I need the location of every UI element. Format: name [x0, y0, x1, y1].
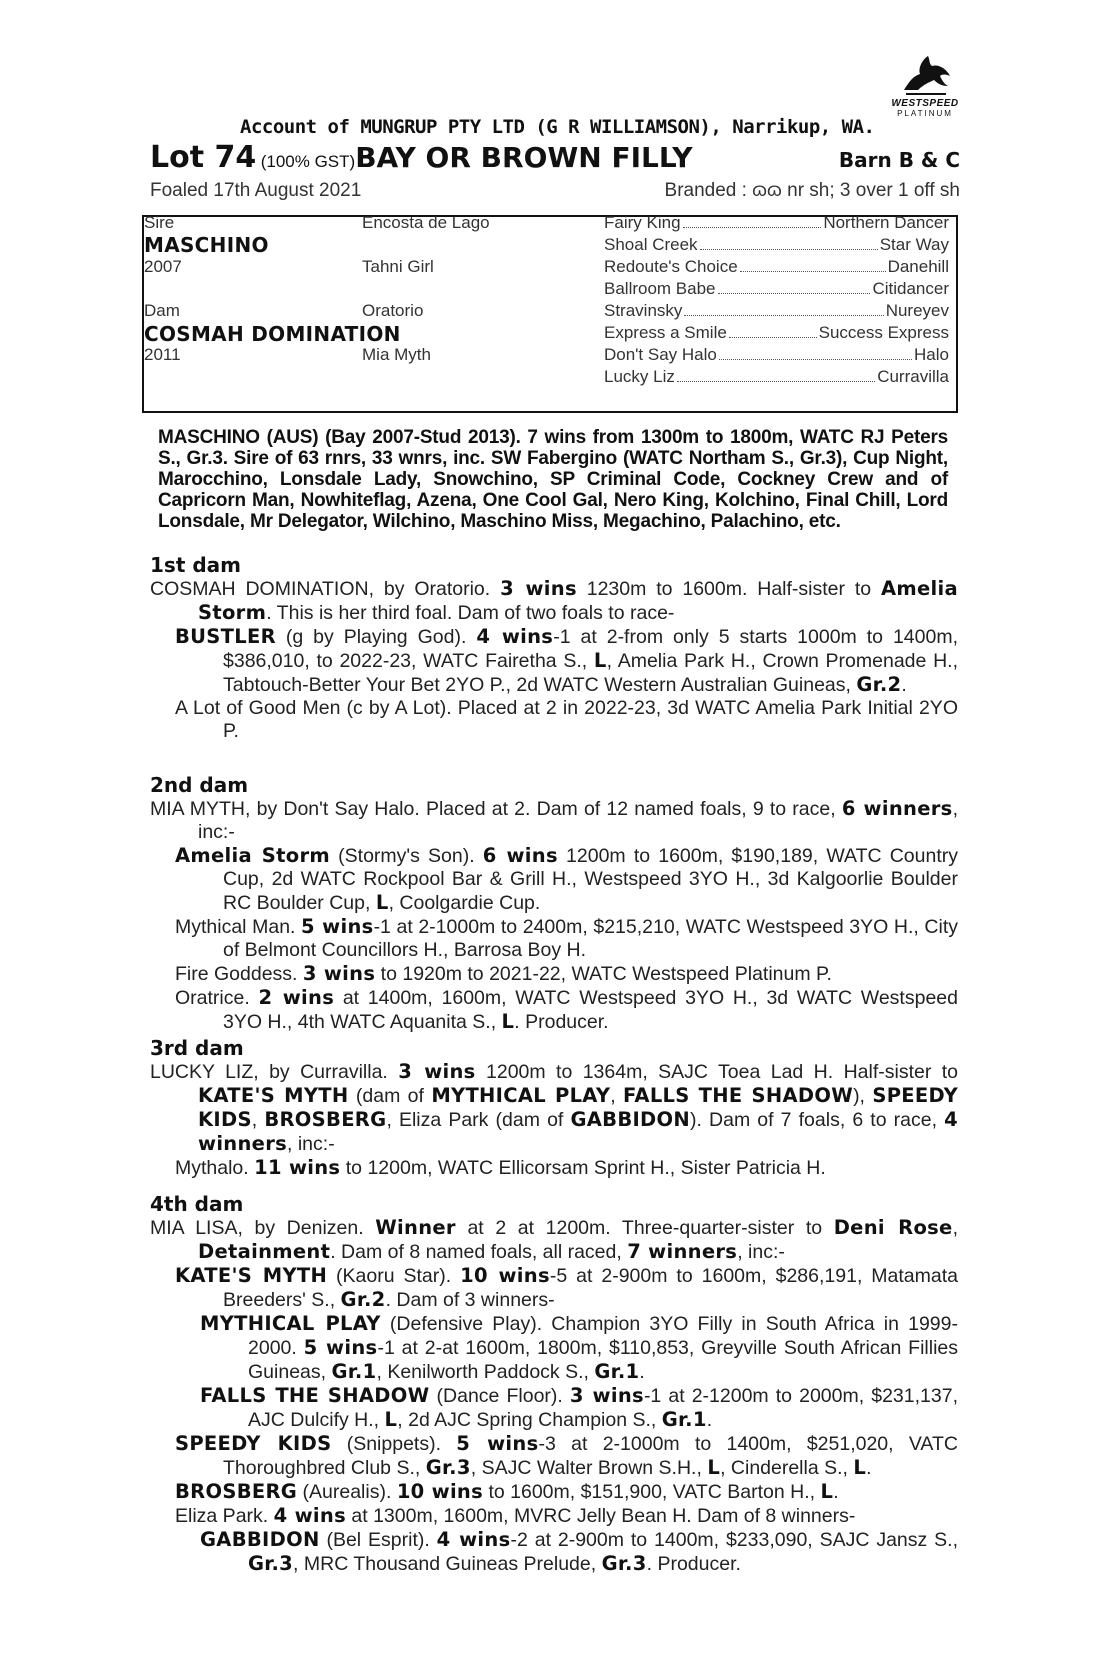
sire-year: 2007 [144, 257, 182, 276]
lot-line [150, 140, 960, 180]
lot-description: BAY OR BROWN FILLY [355, 141, 693, 174]
pedigree-row: Ballroom Babe Citidancer [604, 279, 949, 298]
pedigree-table [142, 215, 958, 413]
section-heading: 4th dam [150, 1192, 244, 1216]
pedigree-row: Redoute's Choice Danehill [604, 257, 949, 276]
lot-number: Lot 74 [150, 140, 257, 175]
progeny-paragraph: A Lot of Good Men (c by A Lot). Placed at 2 in 2022-23, 3d WATC Amelia Park Initial 2YO P. [175, 697, 958, 742]
progeny-paragraph: Mythical Man. 5 wins-1 at 2-1000m to 2400m, $215,210, WATC Westspeed 3YO H., City of Belmont Councillors H., Barrosa Boy H. [175, 915, 958, 961]
dam-paragraph: LUCKY LIZ, by Curravilla. 3 wins 1200m to 1364m, SAJC Toea Lad H. Half-sister to KATE'S MYTH (dam of MYTHICAL PLAY, FALLS THE SHADOW), SPEEDY KIDS, BROSBERG, Eliza Park (dam of GABBIDON). Dam of 7 foals, 6 to race, 4 winners, inc:- [150, 1060, 959, 1155]
brand-marks: Branded : ɷɷ nr sh; 3 over 1 off sh [664, 180, 960, 201]
progeny-paragraph: Amelia Storm (Stormy's Son). 6 wins 1200m to 1600m, $190,189, WATC Country Cup, 2d WATC Rockpool Bar & Grill H., Westspeed 3YO H., 3d Kalgoorlie Boulder RC Boulder Cup, L, Coolgardie Cup. [175, 844, 959, 914]
logo-sub: PLATINUM [897, 109, 953, 118]
second-dam-section [150, 773, 958, 1034]
dam-paragraph: MIA LISA, by Denizen. Winner at 2 at 1200m. Three-quarter-sister to Deni Rose, Detainment. Dam of 8 named foals, all raced, 7 winners, inc:- [150, 1216, 959, 1263]
pedigree-row: Express a Smile Success Express [604, 323, 949, 342]
progeny-paragraph: KATE'S MYTH (Kaoru Star). 10 wins-5 at 2-900m to 1600m, $286,191, Matamata Breeders' S., Gr.2. Dam of 3 winners- [175, 1264, 959, 1311]
pedigree-row: Don't Say Halo Halo [604, 345, 949, 364]
progeny-paragraph: Oratrice. 2 wins at 1400m, 1600m, WATC Westspeed 3YO H., 3d WATC Westspeed 3YO H., 4th WATC Aquanita S., L. Producer. [175, 986, 958, 1033]
pedigree-row: Stravinsky Nureyev [604, 301, 949, 320]
foaled-date: Foaled 17th August 2021 [150, 180, 362, 201]
sire-name: MASCHINO [144, 233, 269, 257]
progeny-paragraph: MYTHICAL PLAY (Defensive Play). Champion 3YO Filly in South Africa in 1999-2000. 5 wins-1 at 2-at 1600m, 1800m, $110,853, Greyville South African Fillies Guineas, Gr.1, Kenilworth Paddock S., Gr.1. [200, 1312, 958, 1383]
progeny-paragraph: FALLS THE SHADOW (Dance Floor). 3 wins-1 at 2-1200m to 2000m, $231,137, AJC Dulcify H., L, 2d AJC Spring Champion S., Gr.1. [200, 1384, 958, 1431]
dam-paragraph: MIA MYTH, by Don't Say Halo. Placed at 2. Dam of 12 named foals, 9 to race, 6 winners, inc:- [150, 797, 958, 843]
progeny-paragraph: BROSBERG (Aurealis). 10 wins to 1600m, $151,900, VATC Barton H., L. [175, 1480, 839, 1503]
logo-brand: WESTSPEED [891, 98, 959, 109]
section-heading: 2nd dam [150, 773, 249, 797]
progeny-paragraph: GABBIDON (Bel Esprit). 4 wins-2 at 2-900m to 1400m, $233,090, SAJC Jansz S., Gr.3, MRC Thousand Guineas Prelude, Gr.3. Producer. [200, 1528, 959, 1575]
sire-label: Sire [144, 213, 175, 232]
progeny-paragraph: Fire Goddess. 3 wins to 1920m to 2021-22, WATC Westspeed Platinum P. [175, 962, 832, 985]
dam-year: 2011 [144, 345, 181, 364]
section-heading: 1st dam [150, 553, 241, 577]
pedigree-row: Fairy King Northern Dancer [604, 213, 949, 232]
dam-label: Dam [144, 301, 180, 320]
progeny-paragraph: Mythalo. 11 wins to 1200m, WATC Ellicorsam Sprint H., Sister Patricia H. [175, 1156, 826, 1179]
horse-logo-icon [896, 50, 956, 98]
first-dam-section [150, 553, 958, 743]
sire-dam: Tahni Girl [362, 257, 434, 276]
pedigree-row: Shoal Creek Star Way [604, 235, 949, 254]
progeny-paragraph: Eliza Park. 4 wins at 1300m, 1600m, MVRC Jelly Bean H. Dam of 8 winners- [175, 1504, 856, 1527]
westspeed-logo [890, 50, 960, 140]
account-line: Account of MUNGRUP PTY LTD (G R WILLIAMSON), Narrikup, WA. [240, 116, 875, 138]
third-dam-section [150, 1036, 958, 1180]
section-heading: 3rd dam [150, 1036, 244, 1060]
progeny-paragraph: BUSTLER (g by Playing God). 4 wins-1 at 2-from only 5 starts 1000m to 1400m, $386,010, to 2022-23, WATC Fairetha S., L, Amelia Park H., Crown Promenade H., Tabtouch-Better Your Bet 2YO P., 2d WATC Western Australian Guineas, Gr.2. [175, 625, 958, 696]
gst-note: (100% GST) [260, 152, 356, 171]
sire-summary: MASCHINO (AUS) (Bay 2007-Stud 2013). 7 wins from 1300m to 1800m, WATC RJ Peters S., Gr.3. Sire of 63 rnrs, 33 wnrs, inc. SW Fabergino (WATC Northam S., Gr.3), Cup Night, Marocchino, Lonsdale Lady, Snowchino, SP Criminal Code, Cockney Crew and of Capricorn Man, Nowhiteflag, Azena, One Cool Gal, Nero King, Kolchino, Final Chill, Lord Lonsdale, Mr Delegator, Wilchino, Maschino Miss, Megachino, Palachino, etc. [158, 427, 948, 532]
dam-name: COSMAH DOMINATION [144, 322, 401, 346]
dam-dam: Mia Myth [362, 345, 431, 364]
pedigree-row: Lucky Liz Curravilla [604, 367, 949, 386]
dam-sire: Oratorio [362, 301, 424, 320]
fourth-dam-section [150, 1192, 958, 1576]
barn-location: Barn B & C [838, 148, 960, 172]
dam-paragraph: COSMAH DOMINATION, by Oratorio. 3 wins 1230m to 1600m. Half-sister to Amelia Storm. This is her third foal. Dam of two foals to race- [150, 577, 958, 624]
sire-sire: Encosta de Lago [362, 213, 490, 232]
progeny-paragraph: SPEEDY KIDS (Snippets). 5 wins-3 at 2-1000m to 1400m, $251,020, VATC Thoroughbred Club S., Gr.3, SAJC Walter Brown S.H., L, Cinderella S., L. [175, 1432, 958, 1479]
